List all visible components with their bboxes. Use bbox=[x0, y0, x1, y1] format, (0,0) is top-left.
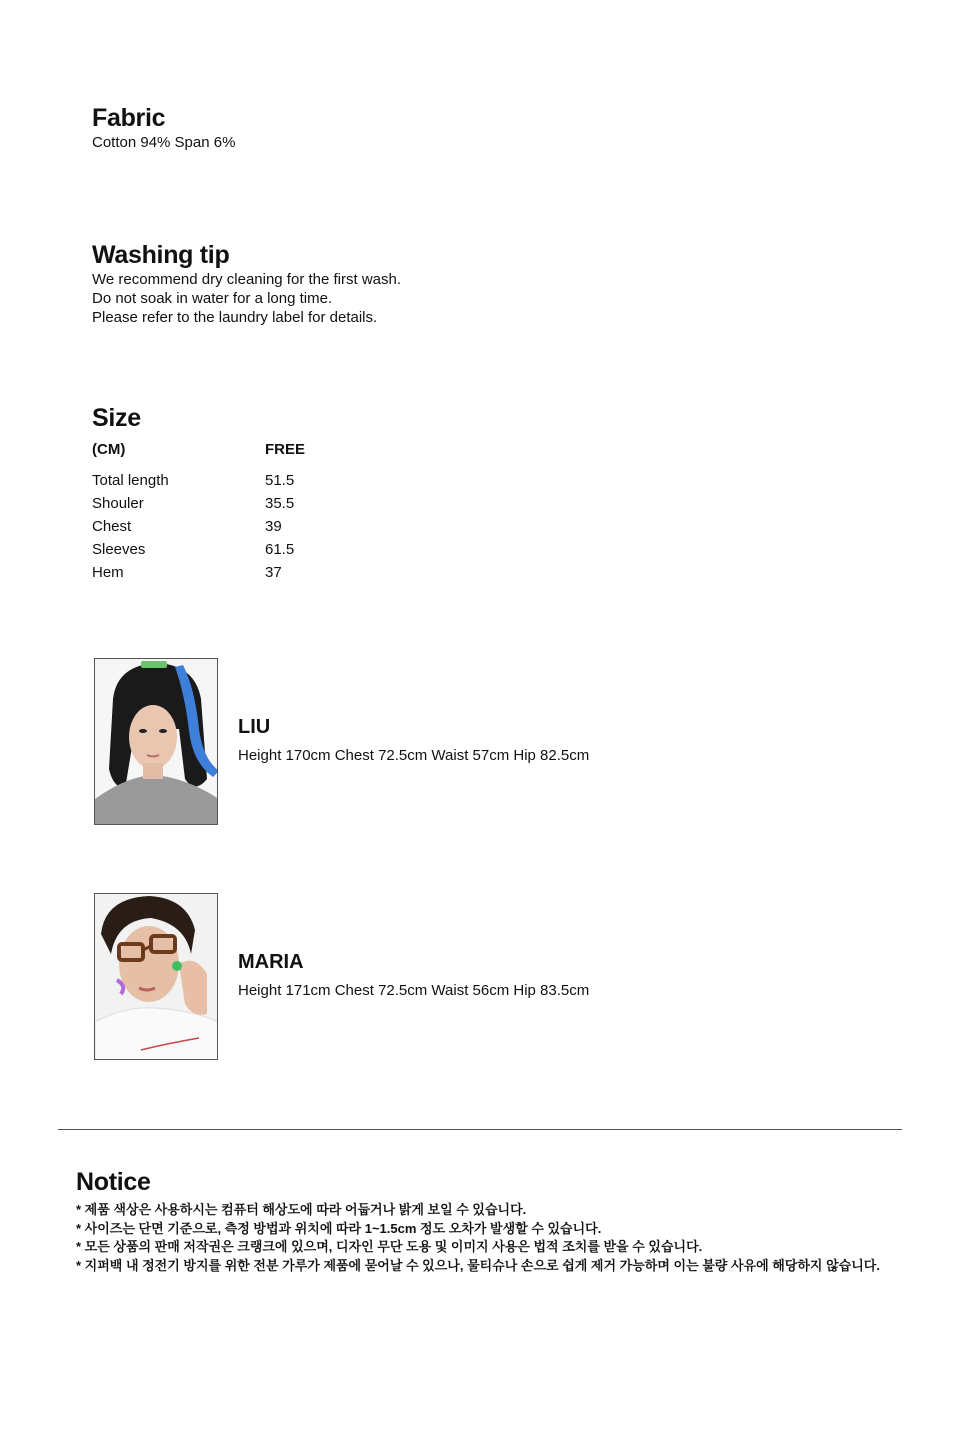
notice-line: * 사이즈는 단면 기준으로, 측정 방법과 위치에 따라 1~1.5cm 정도 오차가 발생할 수 있습니다. bbox=[76, 1220, 602, 1236]
washing-title: Washing tip bbox=[92, 241, 230, 269]
measure-label: Total length bbox=[92, 472, 169, 489]
model-stats: Height 170cm Chest 72.5cm Waist 57cm Hip 82.5cm bbox=[238, 747, 590, 764]
measure-value: 35.5 bbox=[265, 495, 295, 512]
washing-line: Do not soak in water for a long time. bbox=[92, 290, 333, 307]
fabric-title: Fabric bbox=[92, 104, 166, 132]
measure-value: 61.5 bbox=[265, 541, 295, 558]
table-row bbox=[92, 538, 305, 561]
measure-label: Shouler bbox=[92, 495, 144, 512]
washing-line: We recommend dry cleaning for the first wash. bbox=[92, 271, 402, 288]
measure-label: Chest bbox=[92, 518, 132, 535]
size-table-header bbox=[92, 441, 305, 469]
fabric-composition: Cotton 94% Span 6% bbox=[92, 134, 236, 151]
fabric-section bbox=[92, 103, 235, 152]
table-row bbox=[92, 469, 305, 492]
model-portrait-maria bbox=[95, 894, 218, 1060]
measure-value: 39 bbox=[265, 518, 282, 535]
measure-label: Hem bbox=[92, 564, 124, 581]
size-table bbox=[92, 441, 305, 584]
model-info-maria bbox=[238, 949, 589, 1001]
size-title: Size bbox=[92, 404, 141, 432]
model-info-liu bbox=[238, 714, 589, 766]
model-name: MARIA bbox=[238, 951, 304, 973]
washing-line: Please refer to the laundry label for details. bbox=[92, 309, 378, 326]
section-divider bbox=[58, 1129, 902, 1130]
model-portrait-liu bbox=[95, 659, 218, 825]
measure-value: 37 bbox=[265, 564, 282, 581]
table-row bbox=[92, 515, 305, 538]
model-photo-maria bbox=[94, 893, 218, 1060]
notice-line: * 지퍼백 내 정전기 방지를 위한 전분 가루가 제품에 묻어날 수 있으나, 물티슈나 손으로 쉽게 제거 가능하며 이는 불량 사유에 해당하지 않습니다. bbox=[76, 1257, 880, 1273]
model-name: LIU bbox=[238, 716, 271, 738]
unit-header: (CM) bbox=[92, 441, 126, 458]
measure-label: Sleeves bbox=[92, 541, 146, 558]
notice-line: * 모든 상품의 판매 저작권은 크랭크에 있으며, 디자인 무단 도용 및 이미지 사용은 법적 조치를 받을 수 있습니다. bbox=[76, 1239, 703, 1254]
notice-title: Notice bbox=[76, 1168, 151, 1196]
table-row bbox=[92, 492, 305, 515]
model-stats: Height 171cm Chest 72.5cm Waist 56cm Hip 83.5cm bbox=[238, 982, 590, 999]
size-section bbox=[92, 403, 305, 584]
notice-section bbox=[76, 1167, 880, 1275]
notice-line: * 제품 색상은 사용하시는 컴퓨터 해상도에 따라 어둡거나 밝게 보일 수 있습니다. bbox=[76, 1202, 527, 1217]
measure-value: 51.5 bbox=[265, 472, 295, 489]
table-row bbox=[92, 561, 305, 584]
model-photo-liu bbox=[94, 658, 218, 825]
size-header: FREE bbox=[265, 441, 306, 458]
washing-section bbox=[92, 240, 401, 327]
